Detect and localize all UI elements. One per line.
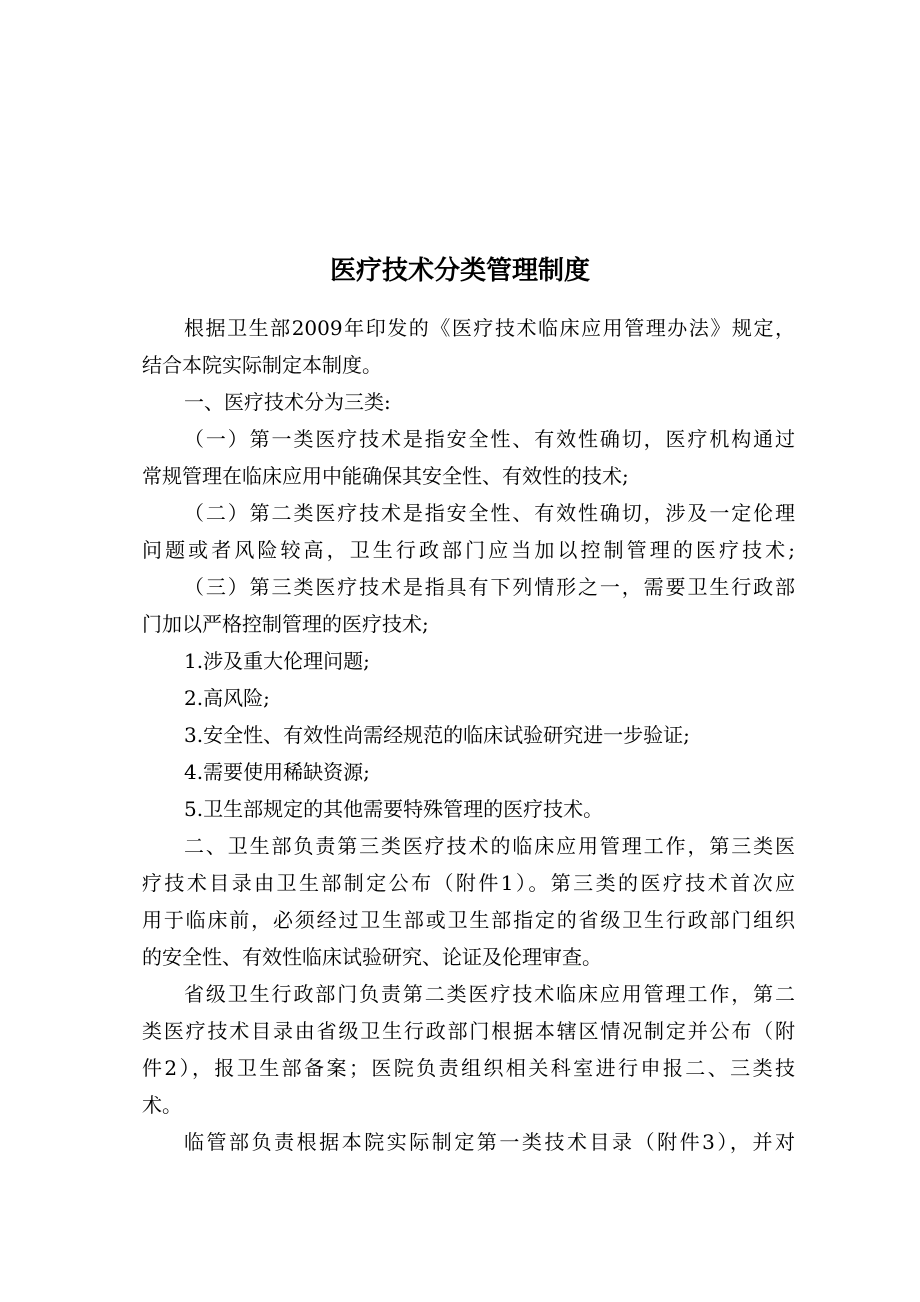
paragraph-line: （三）第三类医疗技术是指具有下列情形之一，需要卫生行政部 xyxy=(184,575,795,599)
paragraph-line: 用于临床前，必须经过卫生部或卫生部指定的省级卫生行政部门组织 xyxy=(142,908,795,932)
paragraph-line: 临管部负责根据本院实际制定第一类技术目录（附件3），并对 xyxy=(184,1130,795,1154)
paragraph-line: 一、医疗技术分为三类: xyxy=(184,390,391,414)
paragraph-line: （一）第一类医疗技术是指安全性、有效性确切，医疗机构通过 xyxy=(184,427,795,451)
paragraph-line: 4.需要使用稀缺资源; xyxy=(184,760,370,784)
paragraph-line: 件2），报卫生部备案；医院负责组织相关科室进行申报二、三类技 xyxy=(142,1056,795,1080)
paragraph-line: 二、卫生部负责第三类医疗技术的临床应用管理工作，第三类医 xyxy=(184,834,795,858)
paragraph-line: 术。 xyxy=(142,1093,182,1117)
paragraph-line: 3.安全性、有效性尚需经规范的临床试验研究进一步验证; xyxy=(184,723,690,747)
paragraph-line: （二）第二类医疗技术是指安全性、有效性确切，涉及一定伦理 xyxy=(184,501,795,525)
paragraph-line: 问题或者风险较高，卫生行政部门应当加以控制管理的医疗技术; xyxy=(142,538,795,562)
document-title: 医疗技术分类管理制度 xyxy=(329,256,590,286)
paragraph-line: 常规管理在临床应用中能确保其安全性、有效性的技术; xyxy=(142,464,629,488)
paragraph-line: 门加以严格控制管理的医疗技术; xyxy=(142,612,429,636)
paragraph-line: 1.涉及重大伦理问题; xyxy=(184,649,370,673)
paragraph-line: 疗技术目录由卫生部制定公布（附件1）。第三类的医疗技术首次应 xyxy=(142,871,795,895)
paragraph-line: 结合本院实际制定本制度。 xyxy=(142,353,382,377)
paragraph-line: 类医疗技术目录由省级卫生行政部门根据本辖区情况制定并公布（附 xyxy=(142,1019,795,1043)
paragraph-line: 的安全性、有效性临床试验研究、论证及伦理审查。 xyxy=(142,945,602,969)
paragraph-line: 2.高风险; xyxy=(184,686,270,710)
paragraph-line: 5.卫生部规定的其他需要特殊管理的医疗技术。 xyxy=(184,797,604,821)
paragraph-line: 根据卫生部2009年印发的《医疗技术临床应用管理办法》规定， xyxy=(184,316,795,340)
paragraph-line: 省级卫生行政部门负责第二类医疗技术临床应用管理工作，第二 xyxy=(184,982,795,1006)
